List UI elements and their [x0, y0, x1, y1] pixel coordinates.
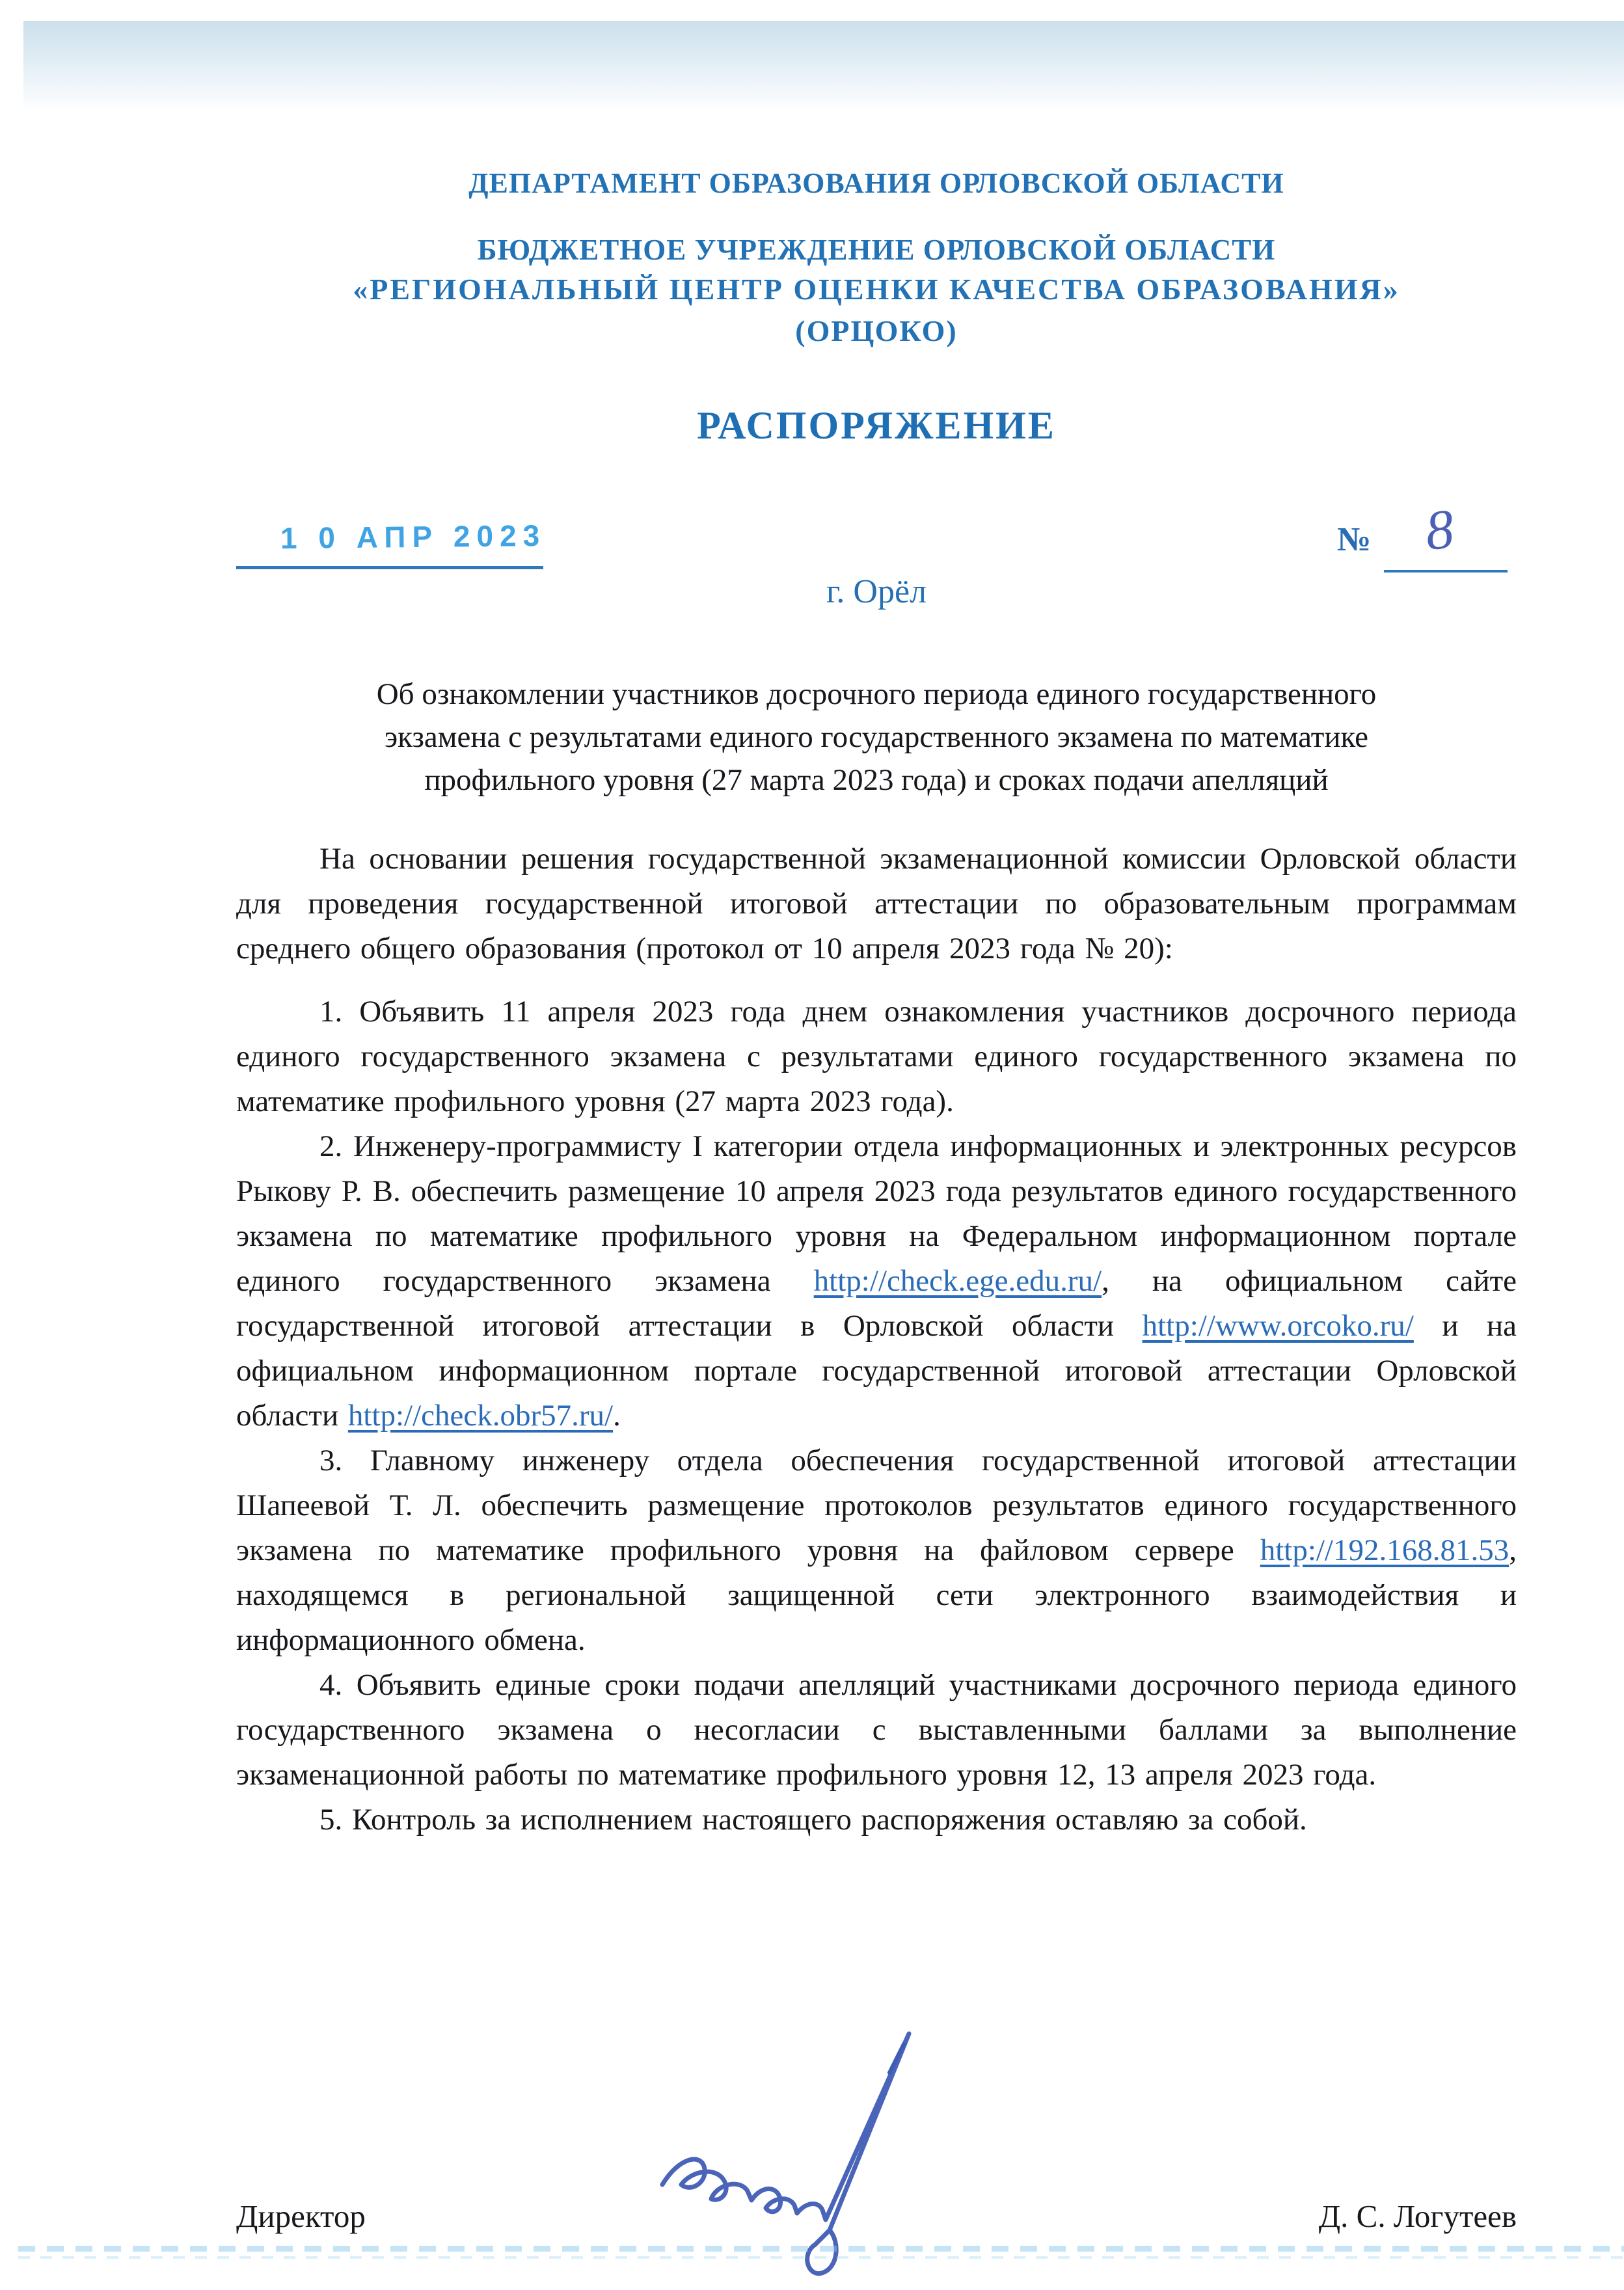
signature-position: Директор [236, 2198, 366, 2234]
org-type-line: БЮДЖЕТНОЕ УЧРЕЖДЕНИЕ ОРЛОВСКОЙ ОБЛАСТИ [477, 234, 1276, 266]
city-line: г. Орёл [826, 573, 927, 610]
item2-text-4: . [613, 1399, 621, 1433]
item3-text-2: , находящемся в региональной защищенной сети электронного взаимодействия и информационного обмена. [236, 1533, 1517, 1657]
body-text [236, 837, 1517, 1842]
paragraph-intro: На основании решения государственной экзаменационной комиссии Орловской области для проведения государственной итоговой аттестации по образовательным программам среднего общего образования (протокол от 10 апреля 2023 года № 20): [236, 842, 1517, 965]
link-file-server[interactable]: http://192.168.81.53 [1260, 1533, 1509, 1567]
handwritten-signature [601, 2010, 991, 2280]
item3-text-1: 3. Главному инженеру отдела обеспечения государственной итоговой аттестации Шапеевой Т. Л. обеспечить размещение протоколов результатов единого государственного экзамена по математике профильного уровня на файловом сервере [236, 1444, 1517, 1567]
link-check-obr57[interactable]: http://check.obr57.ru/ [347, 1399, 614, 1433]
paragraph-item2 [236, 1124, 1517, 1438]
item2-text-2: , на официальном сайте государственной итоговой аттестации в Орловской области [236, 1264, 1517, 1343]
link-orcoko[interactable]: http://www.orcoko.ru/ [1142, 1309, 1414, 1343]
subject-block [236, 673, 1517, 801]
number-label: № [1337, 521, 1372, 558]
item2-text-1: 2. Инженеру-программисту I категории отдела информационных и электронных ресурсов Рыкову Р. В. обеспечить размещение 10 апреля 2023 года результатов единого государственного экзамена по математике профильного уровня на Федеральном информационном портале единого государственного экзамена [236, 1129, 1517, 1298]
org-abbr-line: (ОРЦОКО) [795, 314, 958, 347]
paragraph-item4: 4. Объявить единые сроки подачи апелляций участниками досрочного периода единого государственного экзамена о несогласии с выставленными баллами за выполнение экзаменационной работы по математике профильного уровня 12, 13 апреля 2023 года. [236, 1668, 1517, 1792]
item2-text-3: и на официальном информационном портале государственной итоговой аттестации Орловской области [236, 1309, 1517, 1433]
department-name: ДЕПАРТАМЕНТ ОБРАЗОВАНИЯ ОРЛОВСКОЙ ОБЛАСТИ [468, 167, 1284, 199]
scan-edge-artifact-2 [18, 2256, 1624, 2259]
date-stamp: 1 0 АПР 2023 [280, 518, 547, 556]
subject-line-2: экзамена с результатами единого государственного экзамена по математике [384, 720, 1369, 754]
signature-name: Д. С. Логутеев [1318, 2198, 1517, 2234]
document-title: РАСПОРЯЖЕНИЕ [697, 404, 1056, 447]
paragraph-item1: 1. Объявить 11 апреля 2023 года днем ознакомления участников досрочного периода единого государственного экзамена с результатами единого государственного экзамена по математике профильного уровня (27 марта 2023 года). [236, 995, 1517, 1118]
scan-edge-artifact [18, 2246, 1624, 2252]
paragraph-item5: 5. Контроль за исполнением настоящего распоряжения оставляю за собой. [319, 1803, 1307, 1837]
handwritten-number: 8 [1422, 497, 1457, 562]
subject-line-1: Об ознакомлении участников досрочного периода единого государственного [376, 677, 1377, 711]
date-underline [236, 566, 543, 569]
scan-gradient-artifact [23, 21, 1624, 112]
paragraph-item3 [236, 1438, 1517, 1663]
subject-line-3: профильного уровня (27 марта 2023 года) и сроках подачи апелляций [424, 763, 1329, 797]
org-name-line: «РЕГИОНАЛЬНЫЙ ЦЕНТР ОЦЕНКИ КАЧЕСТВА ОБРАЗОВАНИЯ» [353, 273, 1400, 306]
link-check-ege[interactable]: http://check.ege.edu.ru/ [813, 1264, 1102, 1298]
